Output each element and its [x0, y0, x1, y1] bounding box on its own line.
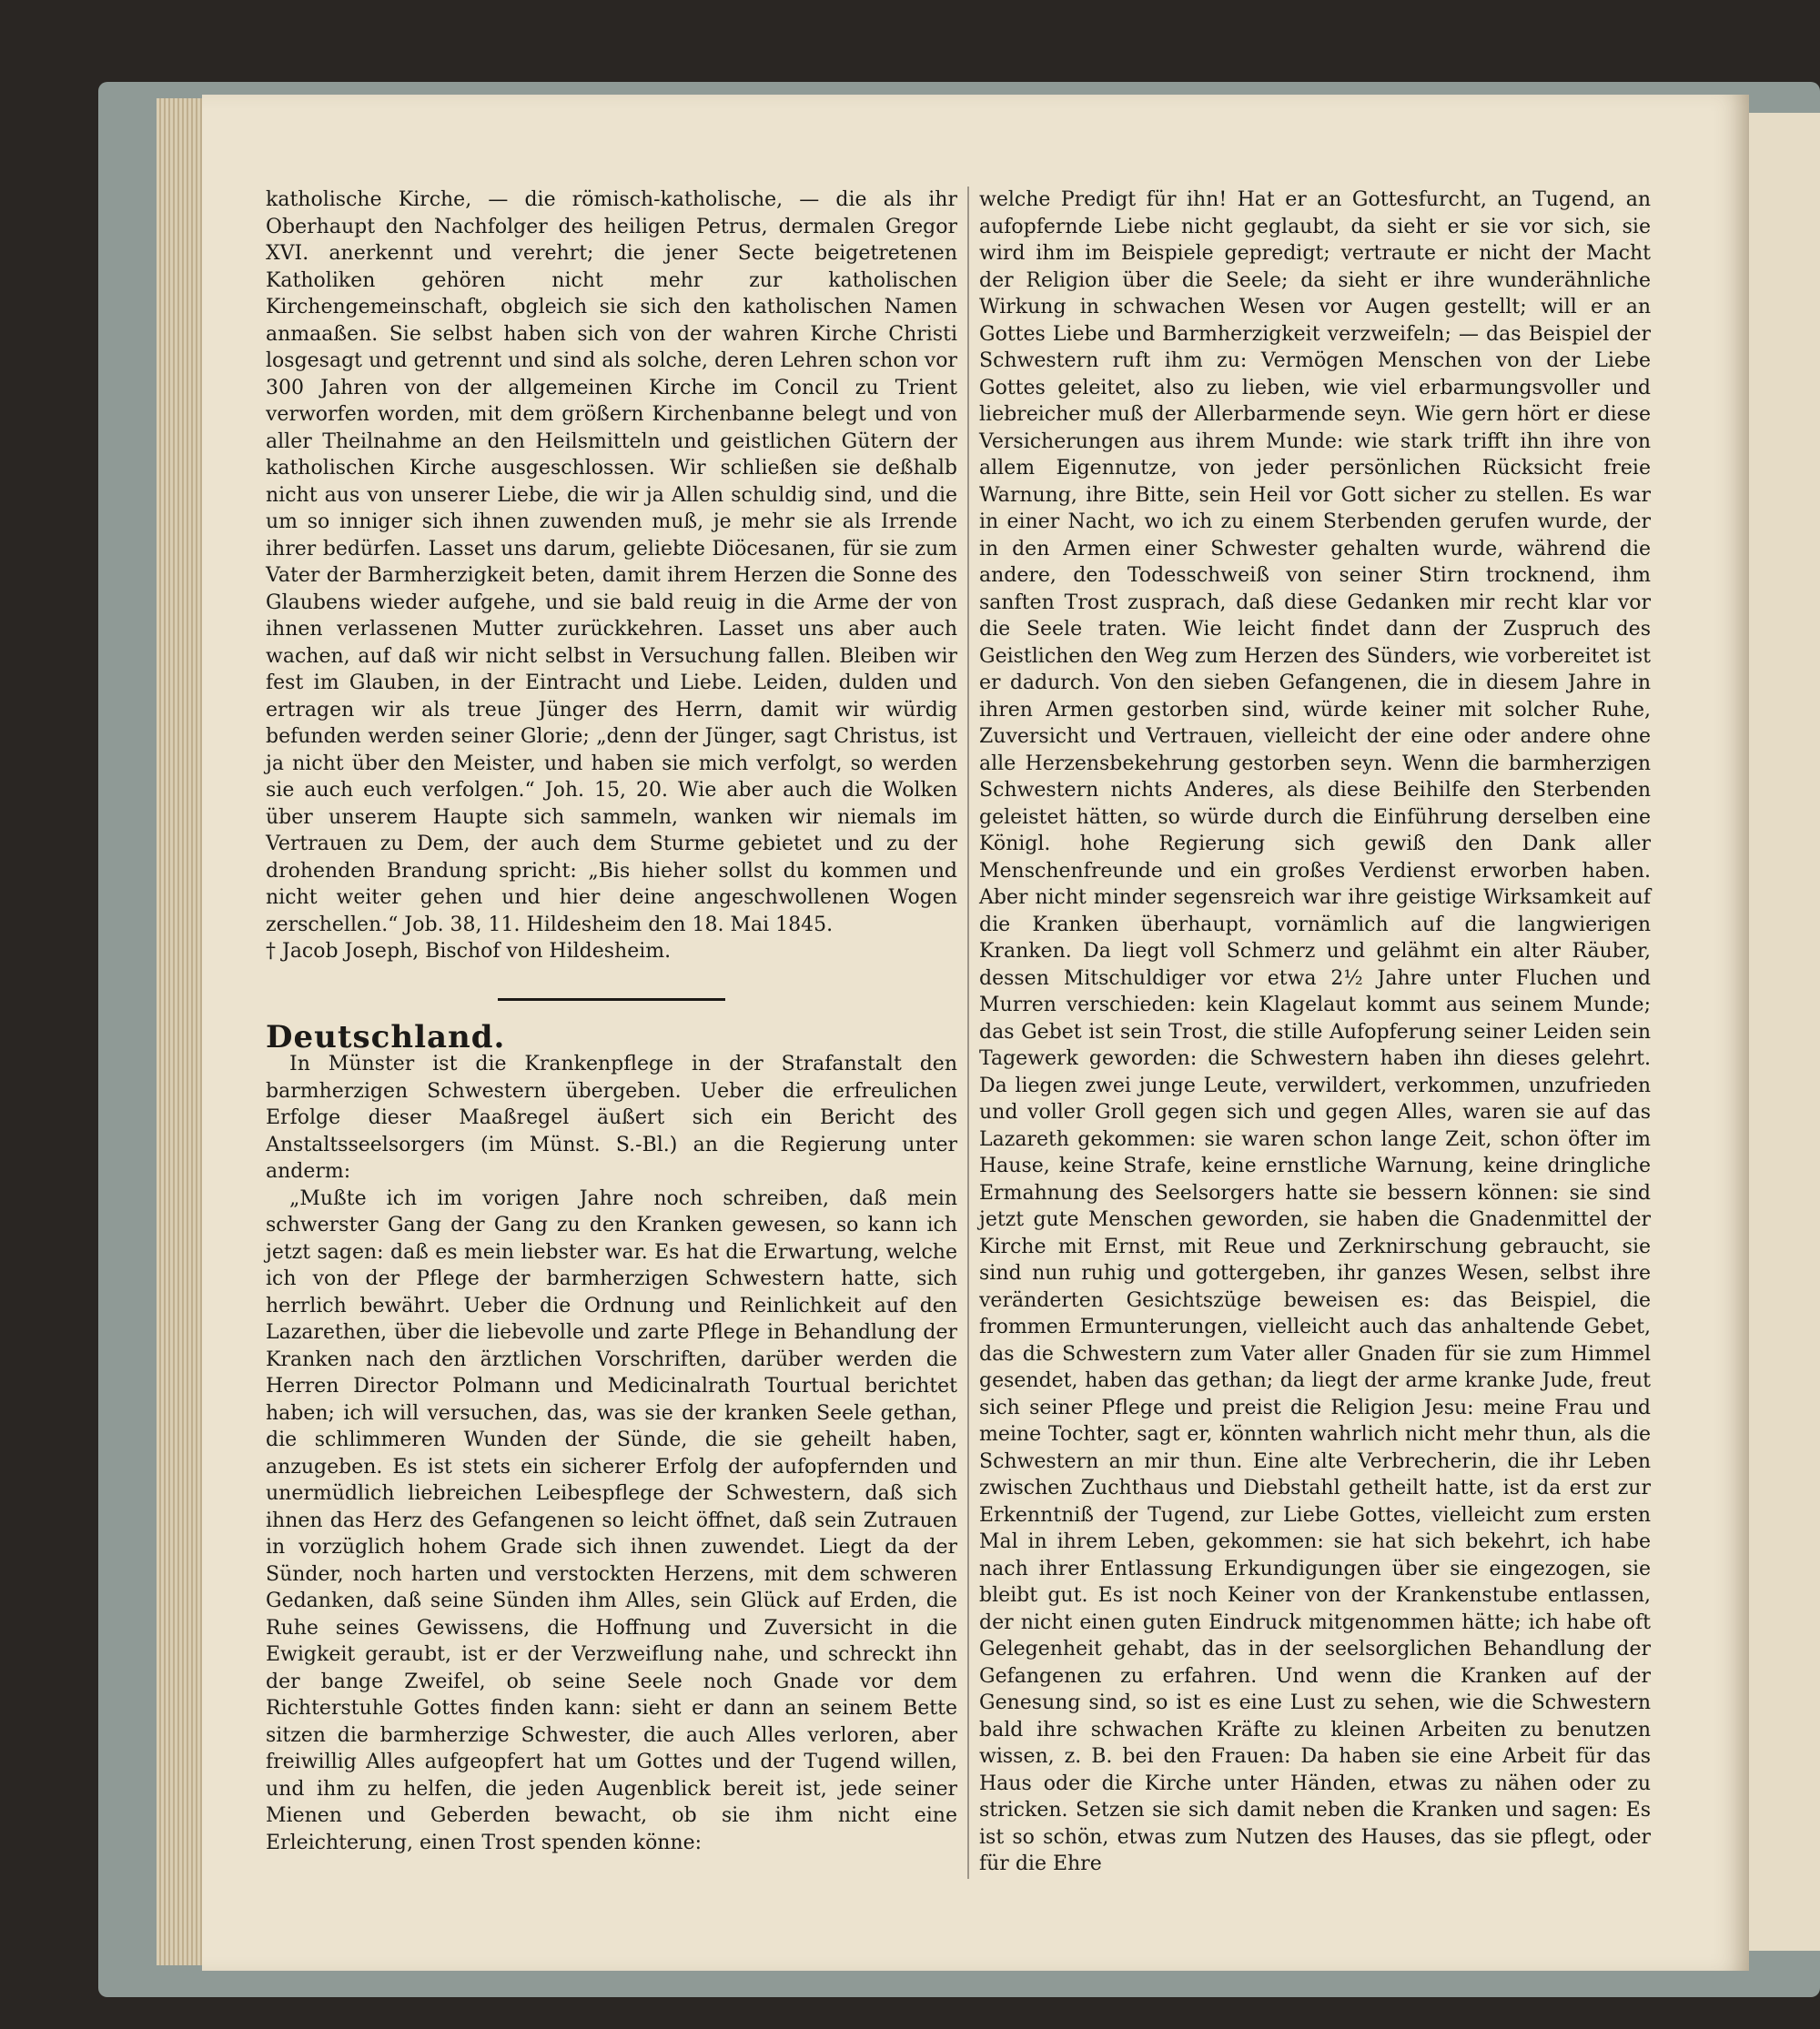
- chaplain-report-text: „Mußte ich im vorigen Jahre noch schreiben, daß mein schwerster Gang der Gang zu den Kranken gewesen, so kann ich jetzt sagen: daß es mein liebster war. Es hat die Erwartung, welche ich von der Pflege der barmherzigen Schwestern hatte, sich herrlich bewährt. Ueber die Ordnung und Reinlichkeit auf den Lazarethen, über die liebevolle und zarte Pflege in Behandlung der Kranken nach den ärztlichen Vorschriften, darüber werden die Herren Director Polmann und Medicinalrath Tourtual berichtet haben; ich will versuchen, das, was sie der kranken Seele gethan, die schlimmeren Wunden der Sünde, die sie geheilt haben, anzugeben. Es ist stets ein sicherer Erfolg der aufopfernden und unermüdlich liebreichen Leibespflege der Schwestern, daß sich ihnen das Herz des Gefangenen so leicht öffnet, daß sein Zutrauen in vorzüglich hohem Grade sich ihnen zuwendet. Liegt da der Sünder, noch harten und verstockten Herzens, mit dem schweren Gedanken, daß seine Sünden ihm Alles, sein Glück auf Erden, die Ruhe seines Gewissens, die Hoffnung und Zuversicht in die Ewigkeit geraubt, ist er der Verzweiflung nahe, und schreckt ihn der bange Zweifel, ob seine Seele noch Gnade vor dem Richterstuhle Gottes finden kann: sieht er dann an seinem Bette sitzen die barmherzige Schwester, die auch Alles verloren, aber freiwillig Alles aufgeopfert hat um Gottes und der Tugend willen, und ihm zu helfen, die jeden Augenblick bereit ist, jede seiner Mienen und Geberden bewacht, ob sie ihm nicht eine Erleichterung, einen Trost spenden könne:: [266, 1186, 957, 1854]
- chaplain-report-continued: welche Predigt für ihn! Hat er an Gottesfurcht, an Tugend, an aufopfernde Liebe nicht geglaubt, da sieht er sie vor sich, sie wird ihm im Beispiele gepredigt; vertraute er nicht der Macht der Religion über die Seele; da sieht er ihre wunderähnliche Wirkung in schwachen Wesen vor Augen gestellt; will er an Gottes Liebe und Barmherzigkeit verzweifeln; — das Beispiel der Schwestern ruft ihm zu: Vermögen Menschen von der Liebe Gottes geleitet, also zu lieben, wie viel erbarmungsvoller und liebreicher muß der Allerbarmende seyn. Wie gern hört er diese Versicherungen aus ihrem Munde: wie stark trifft ihn ihre von allem Eigennutze, von jeder persönlichen Rücksicht freie Warnung, ihre Bitte, sein Heil vor Gott sicher zu stellen. Es war in einer Nacht, wo ich zu einem Sterbenden gerufen wurde, der in den Armen einer Schwester gehalten wurde, während die andere, den Todesschweiß von seiner Stirn trocknend, ihm sanften Trost zusprach, daß diese Gedanken mir recht klar vor die Seele traten. Wie leicht findet dann der Zuspruch des Geistlichen den Weg zum Herzen des Sünders, wie vorbereitet ist er dadurch. Von den sieben Gefangenen, die in diesem Jahre in ihren Armen gestorben sind, würde keiner mit solcher Ruhe, Zuversicht und Vertrauen, vielleicht der eine oder andere ohne alle Herzensbekehrung gestorben seyn. Wenn die barmherzigen Schwestern nichts Anderes, als diese Beihilfe den Sterbenden geleistet hätten, so würde durch die Einführung derselben eine Königl. hohe Regierung sich gewiß den Dank aller Menschenfreunde und ein großes Verdienst erworben haben. Aber nicht minder segensreich war ihre geistige Wirksamkeit auf die Kranken überhaupt, vornämlich auf die langwierigen Kranken. Da liegt voll Schmerz und gelähmt ein alter Räuber, dessen Mitschuldiger vor etwa 2½ Jahre unter Fluchen und Murren verschieden: kein Klagelaut kommt aus seinem Munde; das Gebet ist sein Trost, die stille Aufopferung seiner Leiden sein Tagewerk geworden: die Schwestern haben ihn dieses gelehrt. Da liegen zwei junge Leute, verwildert, verkommen, unzufrieden und voller Groll gegen sich und gegen Alles, waren sie auf das Lazareth gekommen: sie waren schon lange Zeit, schon öfter im Hause, keine Strafe, keine ernstliche Warnung, keine dringliche Ermahnung des Seelsorgers hatte sie bessern können: sie sind jetzt gute Menschen geworden, sie haben die Gnadenmittel der Kirche mit Ernst, mit Reue und Zerknirschung gebraucht, sie sind nun ruhig und gottergeben, ihr ganzes Wesen, selbst ihre veränderten Gesichtszüge beweisen es: das Beispiel, die frommen Ermunterungen, vielleicht auch das anhaltende Gebet, das die Schwestern zum Vater aller Gnaden für sie zum Himmel gesendet, haben das gethan; da liegt der arme kranke Jude, freut sich seiner Pflege und preist die Religion Jesu: meine Frau und meine Tochter, sagt er, könnten wahrlich nicht mehr thun, als die Schwestern an mir thun. Eine alte Verbrecherin, die ihr Leben zwischen Zuchthaus und Diebstahl getheilt hatte, ist da erst zur Erkenntniß der Tugend, zur Liebe Gottes, vielleicht zum ersten Mal in ihrem Leben, gekommen: sie hat sich bekehrt, ich habe nach ihrer Entlassung Erkundigungen über sie eingezogen, sie bleibt gut. Es ist noch Keiner von der Krankenstube entlassen, der nicht einen guten Eindruck mitgenommen hätte; ich habe oft Gelegenheit gehabt, das in der seelsorglichen Behandlung der Gefangenen zu erfahren. Und wenn die Kranken auf der Genesung sind, so ist es eine Lust zu sehen, wie die Schwestern bald ihre schwachen Kräfte zu kleinen Arbeiten zu benutzen wissen, z. B. bei den Frauen: Da haben sie eine Arbeit für das Haus oder die Kirche unter Händen, etwas zu nähen oder zu stricken. Setzen sie sich damit neben die Kranken und sagen: Es ist so schön, etwas zum Nutzen des Hauses, das sie pflegt, oder für die Ehre: [979, 188, 1651, 1875]
- column-divider: [967, 187, 969, 1879]
- page-edges: [157, 98, 204, 1965]
- section-divider: [498, 998, 725, 1001]
- left-column: [266, 187, 957, 1856]
- muenster-report-intro: In Münster ist die Krankenpflege in der Strafanstalt den barmherzigen Schwestern übergeben. Ueber die erfreulichen Erfolge dieser Maaßregel äußert sich ein Bericht des Anstaltsseelsorgers (im Münst. S.-Bl.) an die Regierung unter anderm:: [266, 1053, 957, 1183]
- pastoral-letter-text: katholische Kirche, — die römisch-katholische, — die als ihr Oberhaupt den Nachfolger des heiligen Petrus, dermalen Gregor XVI. anerkennt und verehrt; die jener Secte beigetretenen Katholiken gehören nicht mehr zur katholischen Kirchengemeinschaft, obgleich sie sich den katholischen Namen anmaaßen. Sie selbst haben sich von der wahren Kirche Christi losgesagt und getrennt und sind als solche, deren Lehren schon vor 300 Jahren von der allgemeinen Kirche im Concil zu Trient verworfen worden, mit dem größern Kirchenbanne belegt und von aller Theilnahme an den Heilsmitteln und geistlichen Gütern der katholischen Kirche ausgeschlossen. Wir schließen sie deßhalb nicht aus von unserer Liebe, die wir ja Allen schuldig sind, und die um so inniger sich ihnen zuwenden muß, je mehr sie als Irrende ihrer bedürfen. Lasset uns darum, geliebte Diöcesanen, für sie zum Vater der Barmherzigkeit beten, damit ihrem Herzen die Sonne des Glaubens wieder aufgehe, und sie bald reuig in die Arme der von ihnen verlassenen Mutter zurückkehren. Lasset uns aber auch wachen, auf daß wir nicht selbst in Versuchung fallen. Bleiben wir fest im Glauben, in der Eintracht und Liebe. Leiden, dulden und ertragen wir als treue Jünger des Herrn, damit wir würdig befunden werden seiner Glorie; „denn der Jünger, sagt Christus, ist ja nicht über den Meister, und haben sie mich verfolgt, so werden sie auch euch verfolgen.“ Joh. 15, 20. Wie aber auch die Wolken über unserem Haupte sich sammeln, wanken wir niemals im Vertrauen zu Dem, der auch dem Sturme gebietet und zu der drohenden Brandung spricht: „Bis hieher sollst du kommen und nicht weiter gehen und hier deine angeschwollenen Wogen zerschellen.“ Job. 38, 11. Hildesheim den 18. Mai 1845.: [266, 188, 957, 936]
- section-heading: Deutschland.: [266, 1018, 506, 1055]
- next-page-edge: [1749, 113, 1820, 1951]
- right-column: [979, 187, 1651, 1878]
- signature: † Jacob Joseph, Bischof von Hildesheim.: [266, 940, 672, 963]
